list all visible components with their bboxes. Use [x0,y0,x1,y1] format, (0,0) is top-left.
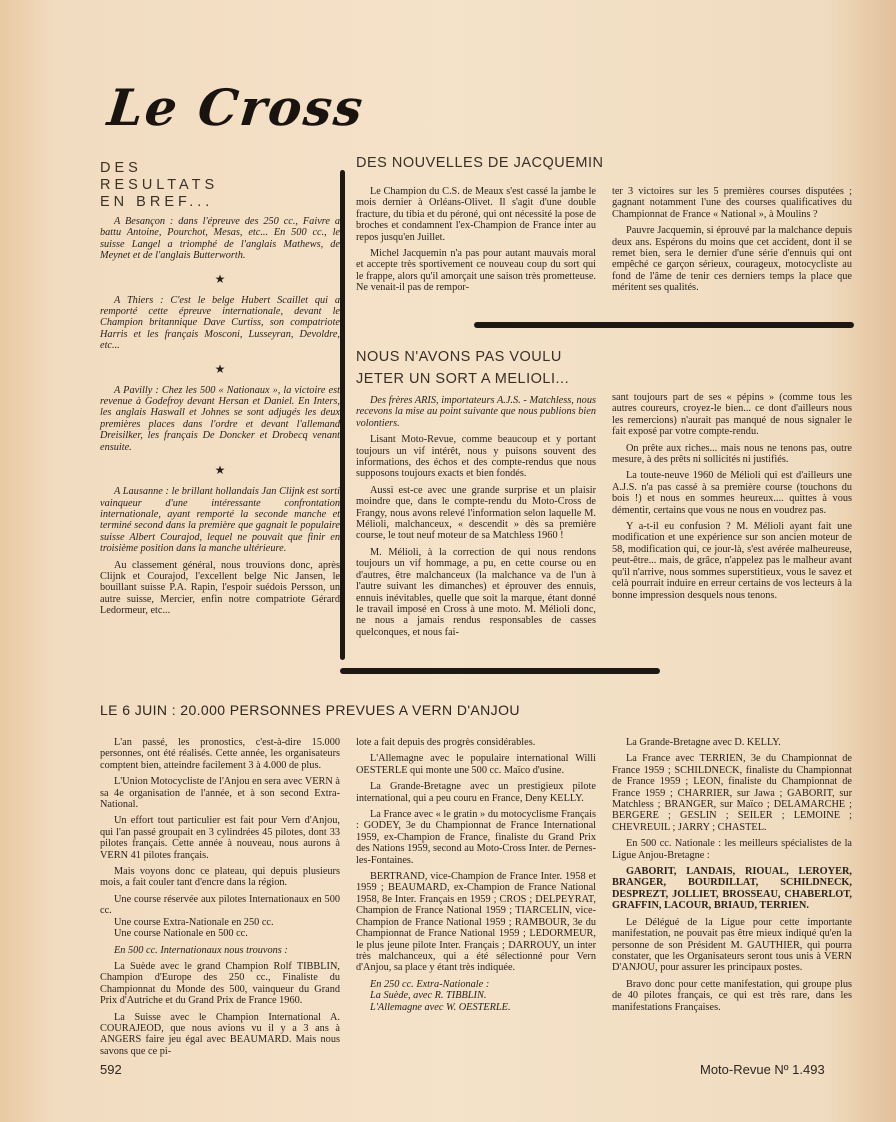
brief-paragraph: Au classement général, nous trouvions donc, après Clijnk et Courajod, l'excellent belge Nic Jansen, le bouillant suisse P.A. Rapin, l'espoir suédois Persson, un autre suisse, Mercier, enfin notre compatriote Gérard Ledormeur, etc... [100,559,340,617]
jacquemin-left [356,186,596,299]
vern-paragraph: Une course Nationale en 500 cc. [114,928,248,940]
vern-heading: LE 6 JUIN : 20.000 PERSONNES PREVUES A VERN D'ANJOU [100,702,520,718]
section-divider [340,668,660,674]
jacquemin-paragraph: ter 3 victoires sur les 5 premières courses disputées ; gagnant notamment l'une des courses qualificatives du Championnat de France « National », à Moulins ? [612,186,852,220]
melioli-heading [356,346,569,390]
brief-paragraph: A Lausanne : le brillant hollandais Jan Clijnk est sorti vainqueur d'une intéressante confrontation internationale, ayant remporté la seconde manche et terminé second dans la première que gagnait le populaire suisse Albert Courajod, lequel ne pouvait que finir en troisième position dans la manche ultérieure. [100,486,340,555]
jacquemin-right [612,186,852,299]
melioli-right [612,392,852,606]
melioli-left [356,395,596,643]
vern-col2 [356,737,596,1013]
vern-paragraph: En 250 cc. Extra-Nationale : [370,978,490,990]
vern-paragraph: BERTRAND, vice-Champion de France Inter. 1958 et 1959 ; BEAUMARD, ex-Champion de France National 1958, 8e Inter. Français en 1959 ; CROS ; DELPEYRAT, Champion de France National 1959 ; TIARCELIN, vice-Champion de France National 1959 ; RAMBOUR, 3e du Championnat de France National 1959 ; LEDORMEUR, le plus jeune pilote Inter. Français ; DARROUY, un inter très malchanceux, qui a été sélectionné pour Vern d'Anjou, sa place y étant très indiquée. [356,871,596,974]
vern-paragraph: lote a fait depuis des progrès considérables. [356,737,536,748]
vern-paragraph: L'an passé, les pronostics, c'est-à-dire 15.000 personnes, ont été réalisés. Cette année, les organisateurs comptent bien, atteindre facilement 3 à 4.000 de plus. [100,737,340,771]
brief-heading-line: RESULTATS [100,177,219,193]
vern-paragraph: La France avec TERRIEN, 3e du Championnat de France 1959 ; SCHILDNECK, finaliste du Championnat de France 1959 ; LEON, finaliste du Championnat de France 1959 ; CHARRIER, sur Jawa ; GABORIT, sur Matchless ; BRANGER, sur Maïco ; DELAMARCHE ; BERGERE ; GESLIN ; SEILER ; LEMOINE ; CHEVREUIL ; JARRY ; CHASTEL. [612,753,852,833]
vern-paragraph: La Suisse avec le Champion International A. COURAJEOD, que nous avions vu il y a 3 ans à ANGERS faire jeu égal avec BEAUMARD. Mais nous savons que ce pi- [100,1011,340,1057]
vern-paragraph: En 500 cc. Internationaux nous trouvons : [114,944,288,956]
vern-paragraph: En 500 cc. Nationale : les meilleurs spécialistes de la Ligue Anjou-Bretagne : [612,838,852,861]
melioli-paragraph: Y a-t-il eu confusion ? M. Mélioli ayant fait une modification et une expérience sur son ancien moteur de 58, modification qui, ce jour-là, s'est avérée malheureuse, peut-être... mais, de grâce, n'appelez pas le malheur avant qu'il n'arrive, nous sommes superstitieux, vous le savez et celà pourrait induire en erreur certains de vos lecteurs à la bonne impression desquels nous tenons. [612,521,852,601]
melioli-paragraph: On prête aux riches... mais nous ne tenons pas, outre mesure, à des prêts ni sollicités ni justifiés. [612,442,852,466]
melioli-paragraph: Aussi est-ce avec une grande surprise et un plaisir moindre que, dans le compte-rendu du Moto-Cross de Frangy, nous avons relevé l'information selon laquelle M. Mélioli, malchanceux, « descendit » dès sa première course, le tout neuf moteur de sa Matchless 1960 ! [356,484,596,542]
vern-paragraph: Une course réservée aux pilotes Internationaux en 500 cc. [100,893,340,917]
star-separator: ★ [214,361,226,376]
melioli-heading-line: NOUS N'AVONS PAS VOULU [356,349,562,365]
vern-paragraph: L'Union Motocycliste de l'Anjou en sera avec VERN à sa 4e organisation de l'année, et à son second Extra-National. [100,776,340,811]
star-separator: ★ [214,463,226,478]
vern-paragraph: La Grande-Bretagne avec un prestigieux pilote international, qui a peu couru en France, Deny KELLY. [356,781,596,804]
vern-paragraph: GABORIT, LANDAIS, RIOUAL, LEROYER, BRANGER, BOURDILLAT, SCHILDNECK, DESPREZT, JOLLIET, BROSSEAU, CHABERLOT, GRAFFIN, LACOUR, BRIAUD, TERRIEN. [612,866,852,912]
page-number: 592 [100,1062,122,1077]
jacquemin-heading: DES NOUVELLES DE JACQUEMIN [356,155,604,171]
jacquemin-paragraph: Michel Jacquemin n'a pas pour autant mauvais moral et accepte très sportivement ce nouveau coup du sort qui le frappe, alors qu'il amorçait une saison très prometteuse. Ne venait-il pas de rempor- [356,248,596,294]
melioli-intro: Des frères ARIS, importateurs A.J.S. - Matchless, nous recevons la mise au point suivante que nous publions bien volontiers. [356,395,596,429]
melioli-paragraph: La toute-neuve 1960 de Mélioli qui est d'ailleurs une A.J.S. n'a pas cassé à sa première course (touchons du bois !) et nous en sommes heureux.... quittes à vous démentir, certains que vous ne nous en voudrez pas. [612,470,852,516]
melioli-paragraph: Lisant Moto-Revue, comme beaucoup et y portant toujours un vif intérêt, nous y puisons souvent des informations, des échos et des compte-rendus que nous supposons toujours exacts et bien fondés. [356,434,596,480]
jacquemin-paragraph: Pauvre Jacquemin, si éprouvé par la malchance depuis deux ans. Espérons du moins que cet accident, dont il se remet bien, sera le dernier d'une série d'ennuis qui ont empêché ce garçon sérieux, courageux, motocycliste au fond de l'âme de tenir ces derniers temps la place que méritent ses qualités. [612,225,852,294]
brief-heading [100,160,218,211]
vern-paragraph: Le Délégué de la Ligue pour cette importante manifestation, ne pouvait pas être mieux indiqué qu'en la personne de son Président M. GAUTHIER, qui pourra constater, que les Organisateurs seront tous unis à VERN D'ANJOU, pour assurer les principaux postes. [612,916,852,974]
vern-paragraph: Bravo donc pour cette manifestation, qui groupe plus de 40 pilotes français, ce qui est très rare, dans les manifestations Françaises. [612,978,852,1013]
melioli-heading-line: JETER UN SORT A MELIOLI... [356,371,570,387]
vern-paragraph: La France avec « le gratin » du motocyclisme Français : GODEY, 3e du Championnat de France International 1959, ex-Champion de France, finaliste du Grand Prix des Nations 1959, second au Moto-Cross Inter. de Pernes-les-Fontaines. [356,809,596,866]
vern-col3 [612,737,852,1018]
vern-paragraph: Mais voyons donc ce plateau, qui depuis plusieurs mois, a fait couler tant d'encre dans la région. [100,866,340,889]
brief-paragraph: A Pavilly : Chez les 500 « Nationaux », la victoire est revenue à Godefroy devant Hersan et Daniel. En Inters, les anglais Haswall et Johnes se sont adjugés les deux premières places dans l'ordre et devant l'allemand Dreisilker, les français De Doncker et Drobecq venant ensuite. [100,384,340,453]
column-divider [340,170,345,660]
vern-paragraph: Un effort tout particulier est fait pour Vern d'Anjou, qui l'an passé groupait en 3 cylindrées 45 pilotes, dont 33 pilotes français. Cette année à nouveau, nous aurons à VERN 41 pilotes français. [100,815,340,861]
vern-paragraph: La Grande-Bretagne avec D. KELLY. [626,737,781,748]
magazine-name: Moto-Revue Nº 1.493 [700,1062,825,1077]
vern-paragraph: La Suède, avec R. TIBBLIN. [370,990,487,1002]
melioli-paragraph: M. Mélioli, à la correction de qui nous rendons toujours un vif hommage, a pu, en cette course ou en d'autres, être malchanceux (la malchance va de l'un à l'autre suivant les dimanches) et éprouver des ennuis, ennuis inévitables, quelle que soit la marque, étant donné le travail imposé en Cross à une moto. M. Mélioli donc, ne nous a jamais rendus responsables de casses quelconques, et nous fai- [356,546,596,638]
brief-heading-line: DES [100,160,142,176]
section-divider [474,322,854,328]
vern-col1 [100,737,340,1062]
brief-column [100,216,340,622]
vern-paragraph: L'Allemagne avec W. OESTERLE. [370,1001,511,1013]
brief-paragraph: A Thiers : C'est le belge Hubert Scaillet qui a remporté cette épreuve internationale, devant le Champion britannique Dave Curtiss, son compatriote Harris et les français Mosconi, Lusseyran, Devoldre, etc... [100,294,340,352]
jacquemin-paragraph: Le Champion du C.S. de Meaux s'est cassé la jambe le mois dernier à Orléans-Olivet. Il s'agit d'une double fracture, du tibia et du péroné, qui ont nécessité la pose de broches et condamnent l'ex-Champion de France inter au repos jusqu'en Juillet. [356,186,596,243]
star-separator: ★ [214,271,226,286]
vern-paragraph: La Suède avec le grand Champion Rolf TIBBLIN, Champion d'Europe des 250 cc., Finaliste du Championnat du Monde des 500, vainqueur du Grand Prix d'Autriche et du Grand Prix de France 1960. [100,960,340,1007]
vern-paragraph: L'Allemagne avec le populaire international Willi OESTERLE qui monte une 500 cc. Maïco d'usine. [356,753,596,776]
brief-paragraph: A Besançon : dans l'épreuve des 250 cc., Faivre a battu Antoine, Pourchot, Mesas, etc... En 500 cc., le suisse Langel a triomphé de l'anglais Mathews, de Meynet et de l'anglais Butterworth. [100,216,340,262]
brief-heading-line: EN BREF... [100,194,214,210]
melioli-paragraph: sant toujours part de ses « pépins » (comme tous les autres coureurs, croyez-le bien... ce dont d'ailleurs nous les remercions) n'aurait pas manqué de nous signaler le fait exposé par votre compte-rendu. [612,392,852,438]
vern-paragraph: Une course Extra-Nationale en 250 cc. [114,916,274,928]
page-title: Le Cross [104,78,368,137]
